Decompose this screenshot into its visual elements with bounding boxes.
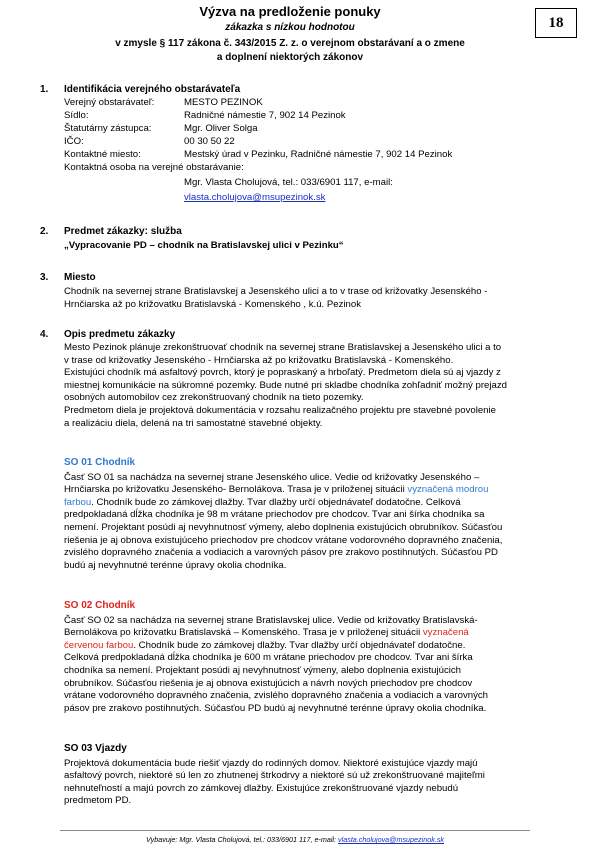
text-line: červenou farbou. Chodník bude zo zámkovej dlažby. Tvar dlažby určí objednávateľ dodatočne.: [64, 639, 466, 651]
text-line: osobných automobilov cez zrekonštruovaný chodník na tieto pozemky.: [64, 392, 364, 404]
contract-subject: „Vypracovanie PD – chodník na Bratislavskej ulici v Pezinku“: [64, 240, 344, 251]
so02-block: [64, 600, 546, 715]
section-number: 1.: [40, 84, 49, 95]
section-number: 3.: [40, 272, 49, 283]
page-footer: [60, 834, 530, 847]
text-line: Projektová dokumentácia bude riešiť vjazdy do rodinných domov. Niektoré existujúce vjazdy majú: [64, 757, 478, 769]
so01-block: [64, 457, 546, 572]
description-text: [64, 342, 546, 430]
section-title: Miesto: [64, 272, 96, 283]
value-seat: Radničné námestie 7, 902 14 Pezinok: [184, 110, 346, 121]
contact-email-link[interactable]: vlasta.cholujova@msupezinok.sk: [184, 192, 326, 203]
text-line: Hrnčiarska až po križovatku Bratislavská - Komenského , k.ú. Pezinok: [64, 298, 361, 310]
so02-title: SO 02 Chodník: [64, 600, 136, 611]
text-line: pásov pre zrakovo postihnutých. Súčasťou PD budú aj nevyhnutné terénne úpravy okolia chodníka.: [64, 702, 487, 714]
text-line: farbou. Chodník bude zo zámkovej dlažby. Tvar dlažby určí objednávateľ dodatočne. Celková: [64, 496, 461, 508]
value-contact-person: Mgr. Vlasta Cholujová, tel.: 033/6901 117, e-mail:: [184, 177, 393, 188]
text-line: Mesto Pezinok plánuje zrekonštruovať chodník na severnej strane Bratislavskej a Jesenského ulici a to: [64, 342, 502, 353]
law-reference-line2: a doplnení niektorých zákonov: [216, 52, 364, 63]
text-line: asfaltový povrch, niektoré sú len zo zhutnenej štrkodrvy a niektoré sú už zrekonštruované majiteľmi: [64, 770, 485, 782]
text-line: obrubníkov. Súčasťou riešenia je aj obnova existujúcich a návrh nových priechodov pre chodcov: [64, 677, 473, 689]
value-statutory: Mgr. Oliver Solga: [184, 123, 258, 134]
section-3-heading: [40, 272, 96, 285]
so03-block: [64, 743, 546, 808]
text-line: zvislého dopravného značenia a vodiacich a varovných pásov pre zrakovo postihnutých. Súčasťou PD: [64, 547, 498, 559]
label-seat: Sídlo:: [64, 110, 89, 121]
section-title: Opis predmetu zákazky: [64, 329, 176, 340]
highlight-red: červenou farbou: [64, 639, 134, 651]
text-line: riešenia je aj obnova existujúceho priechodov pre chodcov vrátane vodorovného dopravného značenia,: [64, 534, 503, 546]
section-4-heading: [40, 329, 175, 342]
document-subtitle: zákazka s nízkou hodnotou: [225, 22, 355, 33]
text-line: budú aj nevyhnutné terénne úpravy okolia chodníka.: [64, 559, 287, 571]
section-title: Identifikácia verejného obstarávateľa: [64, 84, 241, 95]
text-line: Celková predpokladaná dĺžka chodníka je 600 m vrátane priechodov pre chodcov. Tvar ani šírka: [64, 652, 473, 664]
footer-divider: [60, 830, 530, 831]
value-ico: 00 30 50 22: [184, 136, 235, 147]
law-reference-line1: v zmysle § 117 zákona č. 343/2015 Z. z. o verejnom obstarávaní a o zmene: [115, 38, 465, 49]
highlight-blue: farbou: [64, 496, 92, 508]
highlight-blue: vyznačená modrou: [407, 484, 489, 496]
footer-text: Vybavuje: Mgr. Vlasta Cholujová, tel.: 033/6901 117, e-mail:: [145, 835, 339, 844]
text-line: Časť SO 01 sa nachádza na severnej strane Jesenského ulice. Vedie od križovatky Jesenského –: [64, 471, 480, 483]
text-line: miestnej komunikácie na súkromné pozemky. Bude nutné pri skladbe chodníka zohľadniť možný prejazd: [64, 379, 507, 391]
text-line: predmetom PD.: [64, 795, 132, 807]
text-line: chodníka sa nemení. Projektant posúdi aj nevyhnutnosť výmeny, alebo doplnenia existujúcich: [64, 664, 462, 676]
text-line: v trase od križovatky Jesenského - Hrnčiarska až po križovatku Bratislavská - Komenského.: [64, 354, 454, 366]
value-contact-place: Mestský úrad v Pezinku, Radničné námestie 7, 902 14 Pezinok: [184, 149, 453, 160]
location-text: [64, 286, 546, 311]
label-ico: IČO:: [64, 136, 84, 147]
page-number-box: 18: [535, 8, 577, 38]
text-line: predpokladaná dĺžka chodníka je 98 m vrátane priechodov pre chodcov. Tvar ani šírka chodníka sa: [64, 509, 485, 521]
value-authority: MESTO PEZINOK: [184, 97, 263, 108]
section-2-heading: [40, 226, 182, 239]
document-title: Výzva na predloženie ponuky: [199, 4, 381, 19]
text-line: vrátane vodorovného dopravného značenia, zvislého dopravného značenia a vodiacich a varovných: [64, 690, 489, 702]
text-line: Predmetom diela je projektová dokumentácia v rozsahu realizačného projektu pre stavebné povolenie: [64, 404, 496, 416]
text-line: nemení. Projektant posúdi aj nevyhnutnosť výmeny, alebo doplnenia existujúcich obrubníkov. Súčasťou: [64, 521, 503, 533]
label-contact-person: Kontaktná osoba na verejné obstarávanie:: [64, 162, 244, 173]
highlight-red: vyznačená: [422, 627, 469, 639]
text-line: Existujúci chodník má asfaltový povrch, ktorý je popraskaný a hrboľatý. Predmetom diela sú aj vjazdy z: [64, 367, 501, 379]
text-line: nehnuteľností a majú povrch zo zámkovej dlažby. Existujúce zrekonštruované vjazdy nebudú: [64, 782, 459, 794]
label-statutory: Štatutárny zástupca:: [64, 123, 152, 134]
text-line: Hrnčiarska po križovatku Jesenského- Bernolákova. Trasa je v priloženej situácii vyznačená modrou: [64, 484, 489, 496]
text-line: Bernolákova po križovatku Bratislavská – Komenského. Trasa je v priloženej situácii vyznačená: [64, 627, 469, 639]
footer-email-link[interactable]: vlasta.cholujova@msupezinok.sk: [338, 835, 445, 844]
section-title: Predmet zákazky: služba: [64, 226, 182, 237]
label-authority: Verejný obstarávateľ:: [64, 97, 155, 108]
so03-title: SO 03 Vjazdy: [64, 743, 127, 754]
text-line: Časť SO 02 sa nachádza na severnej strane Bratislavskej ulice. Vedie od križovatky Bratislavská-: [64, 614, 478, 626]
section-number: 2.: [40, 226, 49, 237]
label-contact-place: Kontaktné miesto:: [64, 149, 141, 160]
text-line: Chodník na severnej strane Bratislavskej a Jesenského ulici a to v trase od križovatky Jesenského -: [64, 286, 488, 297]
section-number: 4.: [40, 329, 49, 340]
section-1-heading: [40, 84, 240, 97]
text-line: a realizáciu diela, delená na tri samostatné stavebné objekty.: [64, 417, 323, 429]
so01-title: SO 01 Chodník: [64, 457, 136, 468]
